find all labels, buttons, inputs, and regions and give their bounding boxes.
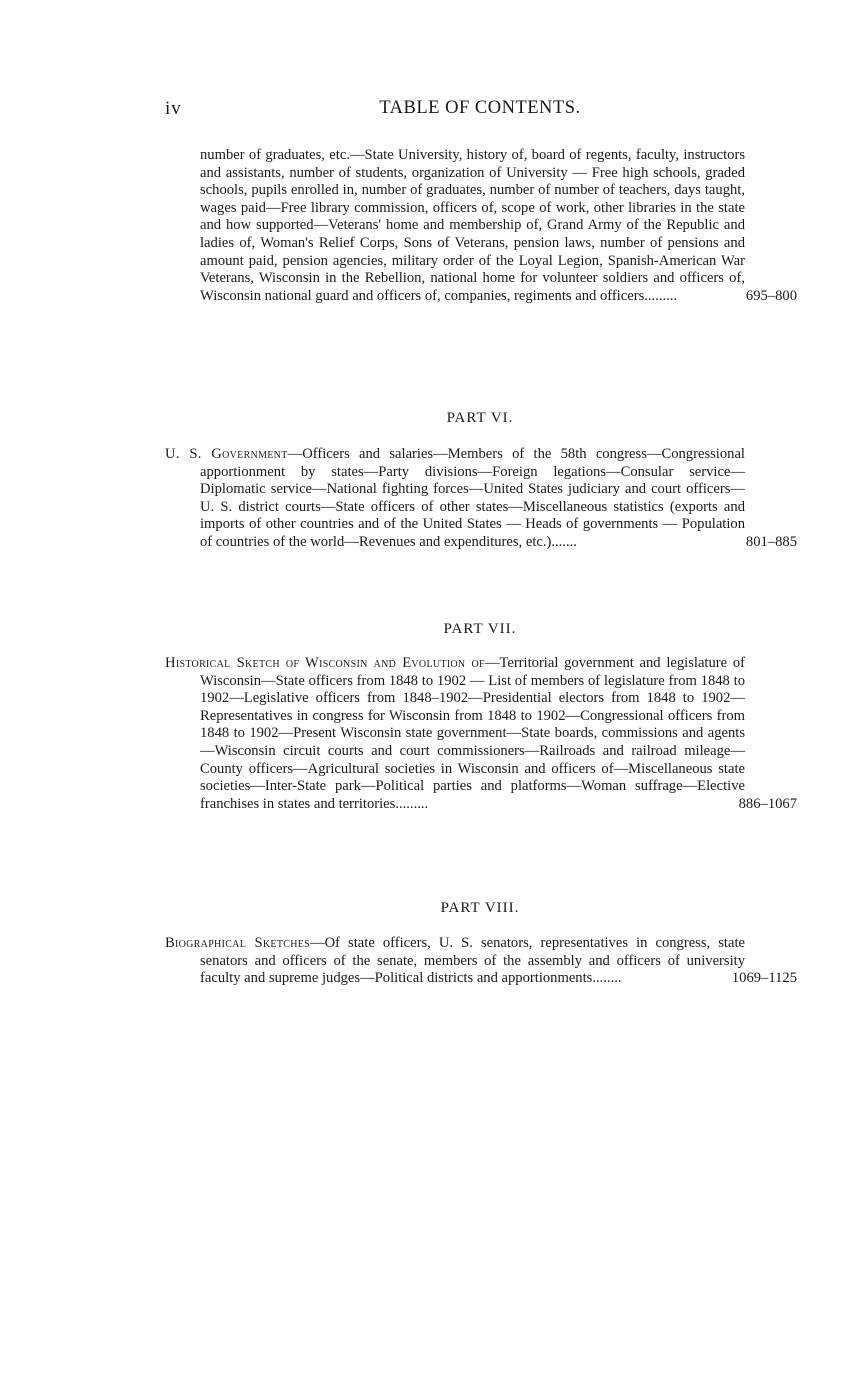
toc-entry-us-government	[165, 446, 797, 552]
toc-entry-text: Biographical Sketches—Of state officers, U. S. senators, representatives in congress, state senators and officers of the senate, members of the assembly and officers of university faculty and supreme judges—Political districts and apportionments........	[165, 935, 745, 987]
page-title: TABLE OF CONTENTS.	[379, 98, 581, 118]
part-heading-vi: PART VI.	[446, 410, 514, 426]
toc-entry-text: number of graduates, etc.—State University, history of, board of regents, faculty, instructors and assistants, number of students, organization of University — Free high schools, graded schools, pupils enrolled in, number of graduates, number of number of teachers, days taught, wages paid—Free library commission, officers of, scope of work, other libraries in the state and how supported—Veterans' home and membership of, Grand Army of the Republic and ladies of, Woman's Relief Corps, Sons of Veterans, pension laws, number of pensions and amount paid, pension agencies, military order of the Loyal Legion, Spanish-American War Veterans, Wisconsin in the Rebellion, national home for volunteer soldiers and officers of, Wisconsin national guard and officers of, companies, regiments and officers.........	[200, 147, 745, 304]
toc-entry-pages: 1069–1125	[731, 970, 797, 987]
toc-entry-lead: Historical Sketch of Wisconsin and Evolution of	[165, 655, 485, 671]
part-heading-vii: PART VII.	[443, 621, 517, 637]
part-heading-viii: PART VIII.	[440, 900, 520, 916]
toc-entry-pages: 886–1067	[738, 795, 797, 812]
toc-entry-biographical-sketches	[165, 935, 797, 988]
toc-entry-text: U. S. Government—Officers and salaries—Members of the 58th congress—Congressional apportionment by states—Party divisions—Foreign legations—Consular service—Diplomatic service—National fighting forces—United States judiciary and court officers—U. S. district courts—State officers of other states—Miscellaneous statistics (exports and imports of other countries and of the United States — Heads of governments — Population of countries of the world—Revenues and expenditures, etc.).......	[165, 446, 745, 550]
toc-entry-lead: Biographical Sketches	[165, 935, 310, 951]
toc-entry-lead: U. S. Government	[165, 446, 288, 462]
toc-entry-continued	[165, 147, 797, 305]
toc-entry-pages: 801–885	[745, 533, 797, 550]
page-number: iv	[165, 98, 182, 119]
toc-entry-pages: 695–800	[745, 287, 797, 304]
toc-entry-text: Historical Sketch of Wisconsin and Evolution of—Territorial government and legislature of Wisconsin—State officers from 1848 to 1902 — List of members of legislature from 1848 to 1902—Legislative officers from 1848–1902—Presidential electors from 1848 to 1902—Representatives in congress for Wisconsin from 1848 to 1902—Congressional officers from 1848 to 1902—Present Wisconsin state government—State boards, commissions and agents—Wisconsin circuit courts and court commissioners—Railroads and railroad mileage—County officers—Agricultural societies in Wisconsin and officers of—Miscellaneous state societies—Inter-State park—Political parties and platforms—Woman suffrage—Elective franchises in states and territories.........	[165, 655, 745, 812]
toc-entry-historical-sketch	[165, 655, 797, 813]
page-header	[160, 98, 800, 124]
